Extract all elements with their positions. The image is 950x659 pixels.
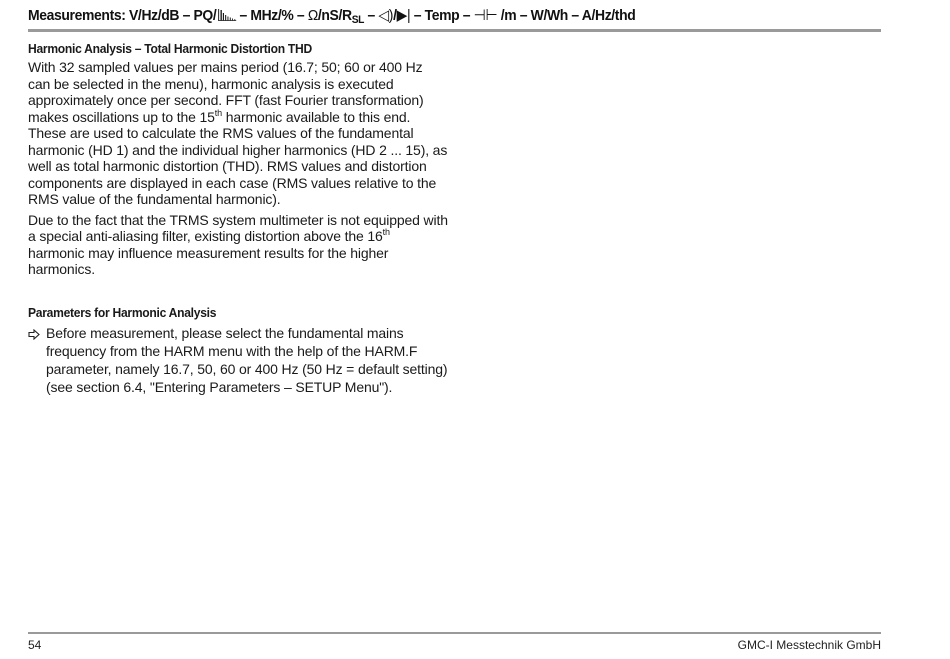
paragraph-2-text-b: harmonic may influence measurement results for the higher harmonics. (28, 244, 389, 277)
header-subscript: SL (351, 14, 365, 26)
arrow-bullet-icon (28, 324, 46, 343)
header-rule (28, 29, 881, 32)
paragraph-1-text-a: With 32 sampled values per mains period (16.7; 50; 60 or 400 Hz can be selected in the menu), harmonic analysis is executed approximately once per second. FFT (fast Fourier transformation) makes oscillations up to the 15 (28, 59, 424, 125)
ohm-symbol: Ω (307, 7, 318, 24)
section-title-harmonic-analysis: Harmonic Analysis – Total Harmonic Distortion THD (28, 41, 312, 56)
header-text-1: Measurements: V/Hz/dB – PQ/ (28, 7, 217, 24)
harmonic-bars-icon (217, 9, 236, 21)
paragraph-2-text-a: Due to the fact that the TRMS system multimeter is not equipped with a special anti-aliasing filter, existing distortion above the 16 (28, 211, 448, 244)
speaker-icon: ◁) (378, 7, 394, 24)
paragraph-1-superscript: th (214, 107, 223, 118)
bullet-text: Before measurement, please select the fundamental mains frequency from the HARM menu with the help of the HARM.F parameter, namely 16.7, 50, 60 or 400 Hz (50 Hz = default setting) (see section 6.4, "Entering Parameters – SETUP Menu"). (46, 324, 448, 395)
paragraph-2-superscript: th (382, 227, 390, 237)
header-text-7: /m – W/Wh – A/Hz/thd (497, 7, 636, 24)
section-parameters (28, 305, 448, 396)
paragraph-harmonic-intro (28, 59, 448, 208)
section-harmonic-analysis (28, 41, 448, 278)
page-header (28, 6, 821, 26)
company-name: GMC-I Messtechnik GmbH (737, 638, 881, 652)
main-column (28, 41, 448, 396)
page-number: 54 (28, 638, 42, 652)
paragraph-1-text-b: harmonic available to this end. These are used to calculate the RMS values of the fundamental harmonic (HD 1) and the individual higher harmonics (HD 2 ... 15), as well as total harmonic distortion (THD). RMS values and distortion components are displayed in each case (RMS values relative to the RMS value of the fundamental harmonic). (28, 108, 448, 207)
header-text-2: – MHz/% – (235, 7, 308, 24)
list-item (28, 324, 448, 396)
diode-icon: ▶| (396, 7, 411, 24)
header-text-6: – Temp – (410, 7, 474, 24)
header-text-5: / (393, 7, 397, 24)
capacitor-icon: ⊣⊢ (473, 7, 498, 24)
footer-rule (28, 632, 881, 634)
section-title-parameters: Parameters for Harmonic Analysis (28, 304, 217, 320)
paragraph-anti-aliasing (28, 212, 448, 278)
header-text-3: /nS/R (317, 7, 352, 24)
header-text-4: – (364, 7, 379, 24)
